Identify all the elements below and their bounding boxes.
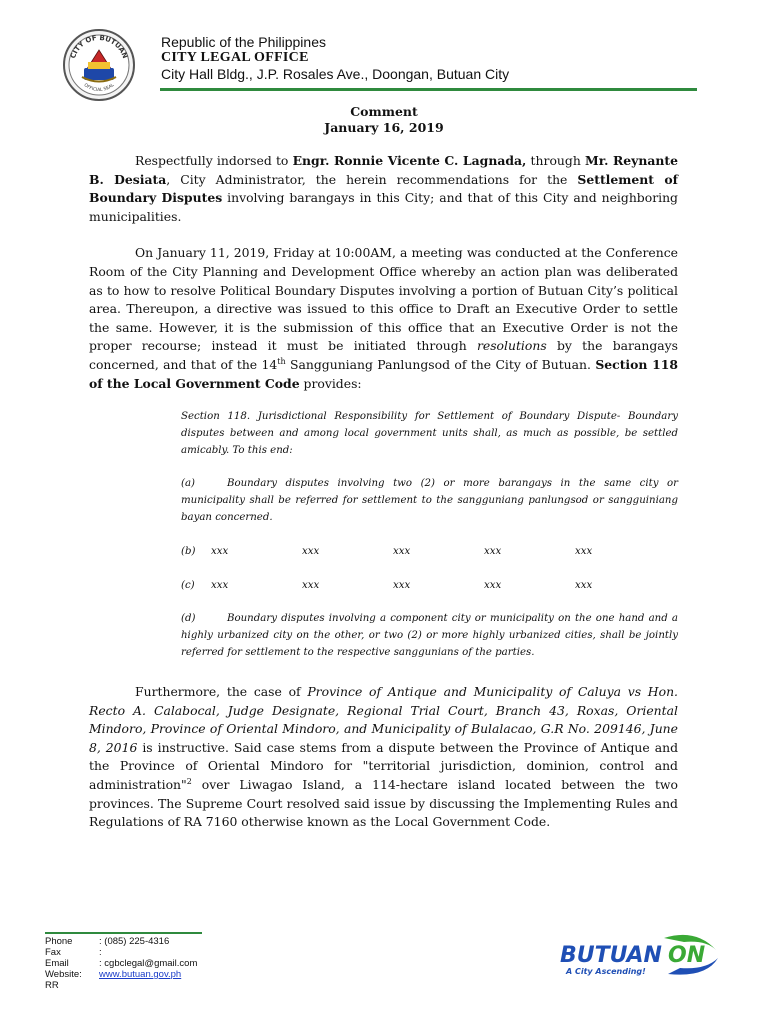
website-link[interactable]: www.butuan.gov.ph [99, 969, 182, 980]
email-label: Email [45, 958, 69, 969]
title-date: January 16, 2019 [324, 120, 444, 135]
website-label: Website: [45, 969, 82, 980]
document-title [0, 104, 768, 136]
quote-item-a [181, 476, 678, 526]
paragraph-case [89, 683, 678, 832]
initials: RR [45, 980, 59, 991]
item-label: (d) [181, 613, 196, 625]
omitted-text: xxx [575, 545, 593, 557]
paragraph-indorsement [89, 152, 678, 226]
quote-intro: Section 118. Jurisdictional Responsibility for Settlement of Boundary Dispute- Boundary disputes between and among local government units shall, as much as possible, be settled amicably. To this end: [181, 411, 678, 456]
irr-reference: Implementing Rules and Regulations of RA 7160 [89, 795, 678, 830]
text: otherwise known as the [237, 814, 395, 830]
omitted-text: xxx [302, 545, 320, 557]
case-citation: Province of Antique and Municipality of Caluya vs Hon. Recto A. Calabocal, Judge Designate, Regional Trial Court, Branch 43, Roxas, Oriental Mindoro, Province of Oriental Mindoro, and Municipality of Bulalacao, G.R No. 209146, June 8, 2016 [89, 684, 678, 755]
lgc-reference: Local Government Code. [394, 814, 551, 830]
text: Furthermore, the case of [135, 684, 308, 699]
omitted-text: xxx [211, 545, 229, 557]
logo-word-butuan: BUTUAN [560, 943, 662, 968]
omitted-text: xxx [575, 579, 593, 591]
item-label: (a) [181, 478, 196, 490]
republic-line: Republic of the Philippines [161, 34, 326, 50]
seal-bottom-text: OFFICIAL SEAL [82, 82, 116, 94]
text: provides: [299, 375, 362, 391]
logo-word-on: ON [668, 943, 706, 968]
office-address: City Hall Bldg., J.P. Rosales Ave., Doongan, Butuan City [161, 66, 510, 82]
omitted-text: xxx [484, 545, 502, 557]
phone-label: Phone [45, 936, 73, 947]
quote-item-b [181, 544, 678, 561]
logo-tagline: A City Ascending! [566, 967, 646, 976]
text: , City Administrator, the herein recommendations for the [166, 171, 578, 187]
website-row [45, 969, 197, 980]
text: Respectfully indorsed to [135, 153, 293, 168]
item-text: Boundary disputes involving a component city or municipality on the one hand and a highly urbanized city on the other, or two (2) or more highly urbanized cities, shall be jointly referred for settlement to the respective sanggunians of the parties. [181, 613, 678, 658]
item-text: Boundary disputes involving two (2) or more barangays in the same city or municipality shall be referred for settlement to the sangguniang panlungsod or sangguiniang bayan concerned. [181, 478, 678, 523]
footnote-marker: 2 [186, 776, 192, 786]
omitted-text: xxx [484, 579, 502, 591]
administrator-name: Mr. Reynante B. Desiata [89, 153, 678, 187]
omitted-text: xxx [393, 545, 411, 557]
document-body-continued [89, 683, 678, 832]
phone-value: (085) 225-4316 [104, 936, 170, 947]
omitted-text: xxx [302, 579, 320, 591]
office-name: CITY LEGAL OFFICE [161, 50, 309, 65]
city-seal-icon [62, 28, 136, 102]
addressee-name: Engr. Ronnie Vicente C. Lagnada, [292, 153, 527, 168]
fax-row: Fax : [45, 947, 105, 958]
text: through [526, 153, 585, 168]
paragraph-meeting [89, 244, 678, 393]
header-divider [160, 88, 697, 91]
section-reference: Section 118 of the Local Government Code [89, 356, 679, 391]
omitted-text: xxx [393, 579, 411, 591]
text: Sangguniang Panlungsod of the City of Butuan. [285, 356, 596, 372]
emphasis-resolutions: resolutions [476, 338, 547, 354]
seal-top-text: CITY OF BUTUAN [68, 33, 130, 60]
email-row: Email : cgbclegal@gmail.com [45, 958, 198, 969]
text: On January 11, 2019, Friday at 10:00AM, a meeting was conducted at the Conference Room of the City Planning and Development Office whereby an action plan was deliberated as to how to resolve Political Boundary Disputes involving a portion of Butuan City’s political area. Thereupon, a directive was issued to this office to Draft an Executive Order to settle the same. However, it is the submission of this office that an Executive Order is not the proper recourse; instead it must be initiated through [89, 245, 678, 354]
text: over Liwagao Island, a 114-hectare island located between the two provinces. The Supreme Court resolved said issue by discussing the [89, 776, 678, 811]
quote-item-c [181, 578, 678, 595]
phone-row: Phone : (085) 225-4316 [45, 936, 170, 947]
title-comment: Comment [350, 104, 418, 119]
quote-item-d [181, 611, 678, 661]
item-label: (b) [181, 545, 196, 557]
document-body [89, 152, 678, 393]
email-value: cgbclegal@gmail.com [104, 958, 198, 969]
item-label: (c) [181, 579, 195, 591]
quoted-provision [181, 409, 678, 662]
text: is instructive. Said case stems from a dispute between the Province of Antique and the Province of Oriental Mindoro for "territorial jurisdiction, dominion, control and administration" [89, 739, 678, 792]
omitted-text: xxx [211, 579, 229, 591]
fax-label: Fax [45, 947, 61, 958]
footer-divider [45, 932, 202, 934]
text: involving barangays in this City; and that of this City and neighboring municipalities. [89, 190, 678, 224]
butuan-on-logo-icon [556, 932, 722, 978]
ordinal-suffix: th [277, 356, 286, 366]
footer-contacts [45, 936, 197, 991]
subject-emphasis: Settlement of Boundary Disputes [89, 171, 678, 206]
text: by the barangays concerned, and that of the 14 [89, 338, 678, 372]
letterhead [161, 34, 509, 82]
